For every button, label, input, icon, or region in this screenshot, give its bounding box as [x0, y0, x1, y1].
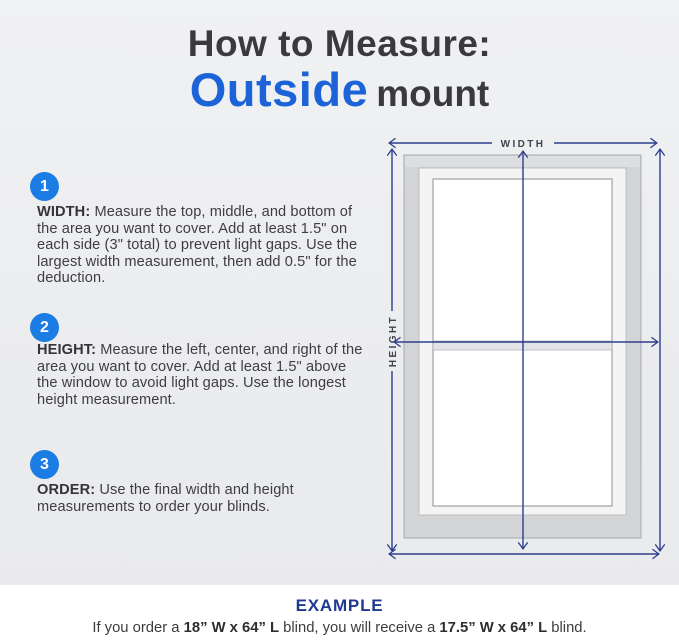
measurement-diagram: [375, 125, 675, 585]
step-2-badge: [30, 313, 59, 342]
page-title-suffix: mount: [376, 73, 490, 114]
step-1-badge: [30, 172, 59, 201]
page-title: [0, 24, 679, 127]
step-2-label: HEIGHT:: [37, 342, 97, 358]
step-2-number: 2: [40, 318, 49, 336]
height-label: HEIGHT: [388, 314, 399, 368]
example-section: [0, 585, 679, 644]
example-receive-size: 17.5” W x 64” L: [439, 620, 548, 636]
page-title-line1: How to Measure:: [187, 23, 492, 64]
page-title-highlight: Outside: [189, 63, 369, 116]
step-3-badge: [30, 450, 59, 479]
example-order-size: 18” W x 64” L: [183, 620, 280, 636]
step-1-text: [37, 204, 363, 287]
step-2-text: [37, 342, 363, 408]
example-suffix: blind.: [547, 620, 587, 636]
step-1-label: WIDTH:: [37, 204, 91, 220]
step-3-number: 3: [40, 455, 49, 473]
step-2-body: Measure the left, center, and right of the area you want to cover. Add at least 1.5" above the window to avoid light gaps. Use the longest height measurement.: [37, 342, 363, 408]
page-title-line2: [0, 65, 679, 127]
width-label: WIDTH: [500, 139, 546, 150]
example-heading: EXAMPLE: [295, 596, 384, 615]
step-1-number: 1: [40, 177, 49, 195]
example-text: [0, 620, 679, 636]
step-3-label: ORDER:: [37, 482, 96, 498]
step-1-body: Measure the top, middle, and bottom of the area you want to cover. Add at least 1.5" on each side (3" total) to prevent light gaps. Use the largest width measurement, then add 0.5" for the deduction.: [37, 204, 358, 287]
example-prefix: If you order a: [92, 620, 184, 636]
step-3-body: Use the final width and height measurements to order your blinds.: [37, 482, 294, 515]
example-middle: blind, you will receive a: [279, 620, 440, 636]
step-3-text: [37, 482, 363, 515]
